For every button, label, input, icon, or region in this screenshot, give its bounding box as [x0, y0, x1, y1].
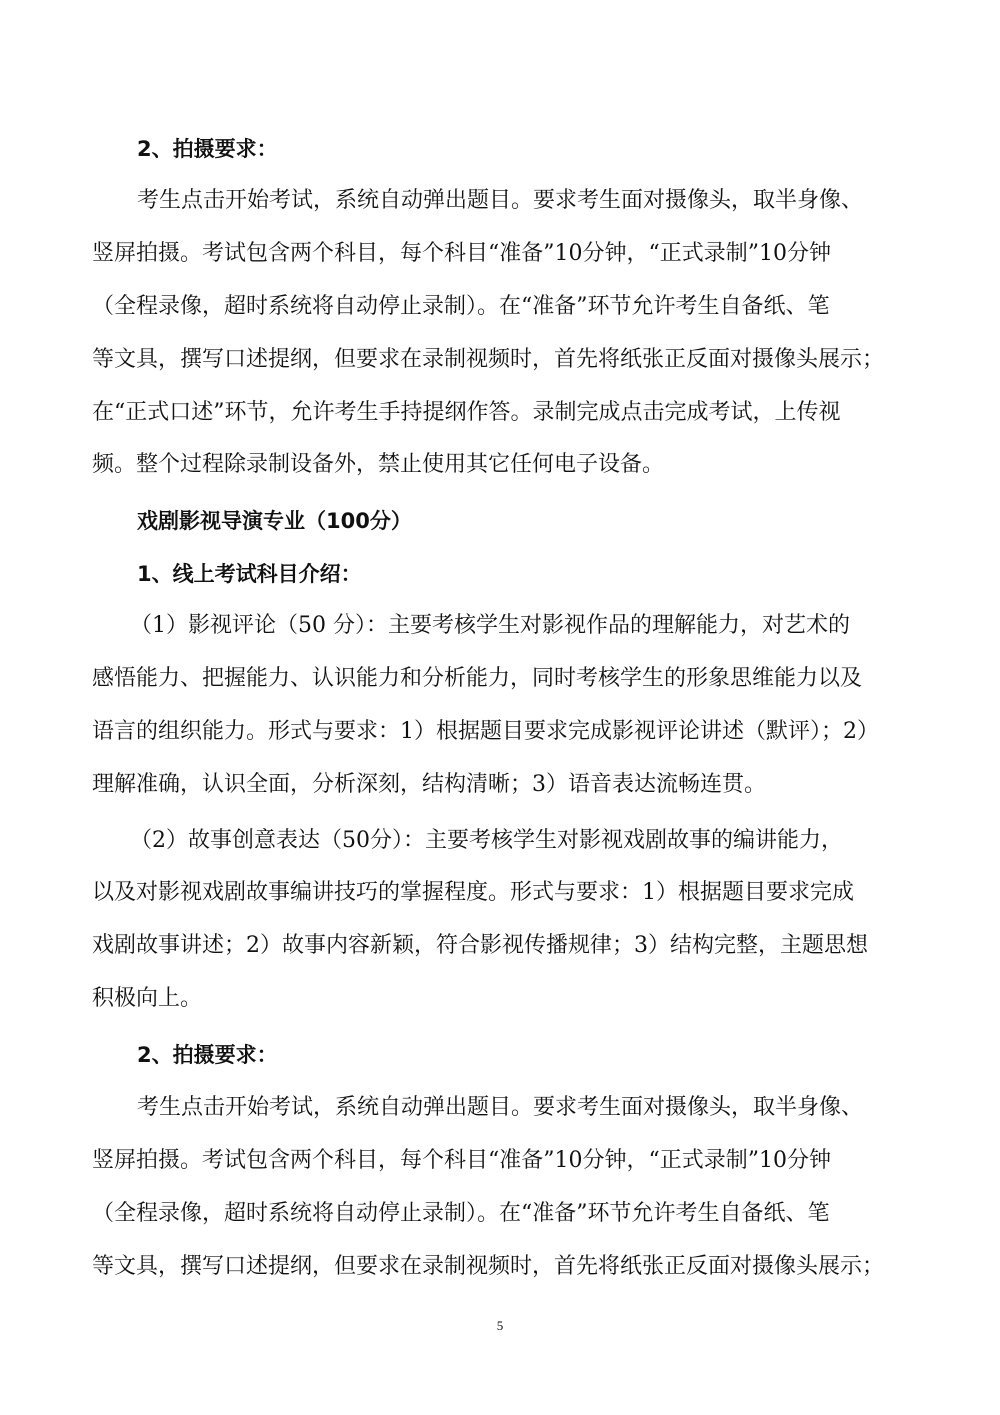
paragraph-line: 在“正式口述”环节，允许考生手持提纲作答。录制完成点击完成考试，上传视	[92, 400, 841, 425]
paragraph-line: 考生点击开始考试，系统自动弹出题目。要求考生面对摄像头，取半身像、	[137, 1095, 864, 1120]
paragraph-line: 积极向上。	[92, 986, 203, 1011]
paragraph-line: （全程录像，超时系统将自动停止录制）。在“准备”环节允许考生自备纸、笔	[92, 1201, 830, 1226]
paragraph-line: 频。整个过程除录制设备外，禁止使用其它任何电子设备。	[92, 452, 665, 477]
paragraph-line: 竖屏拍摄。考试包含两个科目，每个科目“准备”10分钟，“正式录制”10分钟	[92, 1148, 831, 1173]
section-heading: 2、拍摄要求：	[137, 1043, 278, 1067]
paragraph-line: 以及对影视戏剧故事编讲技巧的掌握程度。形式与要求：1）根据题目要求完成	[92, 880, 854, 905]
section-heading: 2、拍摄要求：	[137, 137, 278, 161]
paragraph-line: 理解准确，认识全面，分析深刻，结构清晰；3）语音表达流畅连贯。	[92, 772, 766, 797]
paragraph-line: 等文具，撰写口述提纲，但要求在录制视频时，首先将纸张正反面对摄像头展示；	[92, 1254, 885, 1279]
paragraph-line: 戏剧故事讲述；2）故事内容新颖，符合影视传播规律；3）结构完整，主题思想	[92, 933, 868, 958]
paragraph-line: 语言的组织能力。形式与要求：1）根据题目要求完成影视评论讲述（默评）；2）	[92, 719, 879, 744]
paragraph-line: （全程录像，超时系统将自动停止录制）。在“准备”环节允许考生自备纸、笔	[92, 294, 830, 319]
section-heading: 1、线上考试科目介绍：	[137, 562, 362, 586]
paragraph-line: 感悟能力、把握能力、认识能力和分析能力，同时考核学生的形象思维能力以及	[92, 666, 863, 691]
paragraph-line: 竖屏拍摄。考试包含两个科目，每个科目“准备”10分钟，“正式录制”10分钟	[92, 241, 831, 266]
paragraph-line: 等文具，撰写口述提纲，但要求在录制视频时，首先将纸张正反面对摄像头展示；	[92, 347, 885, 372]
paragraph-line: 考生点击开始考试，系统自动弹出题目。要求考生面对摄像头，取半身像、	[137, 188, 864, 213]
paragraph-line: （1）影视评论（50 分）：主要考核学生对影视作品的理解能力，对艺术的	[130, 613, 850, 638]
major-heading: 戏剧影视导演专业（100分）	[137, 509, 412, 533]
paragraph-line: （2）故事创意表达（50分）：主要考核学生对影视戏剧故事的编讲能力，	[130, 828, 843, 853]
page-number: 5	[496, 1318, 504, 1333]
